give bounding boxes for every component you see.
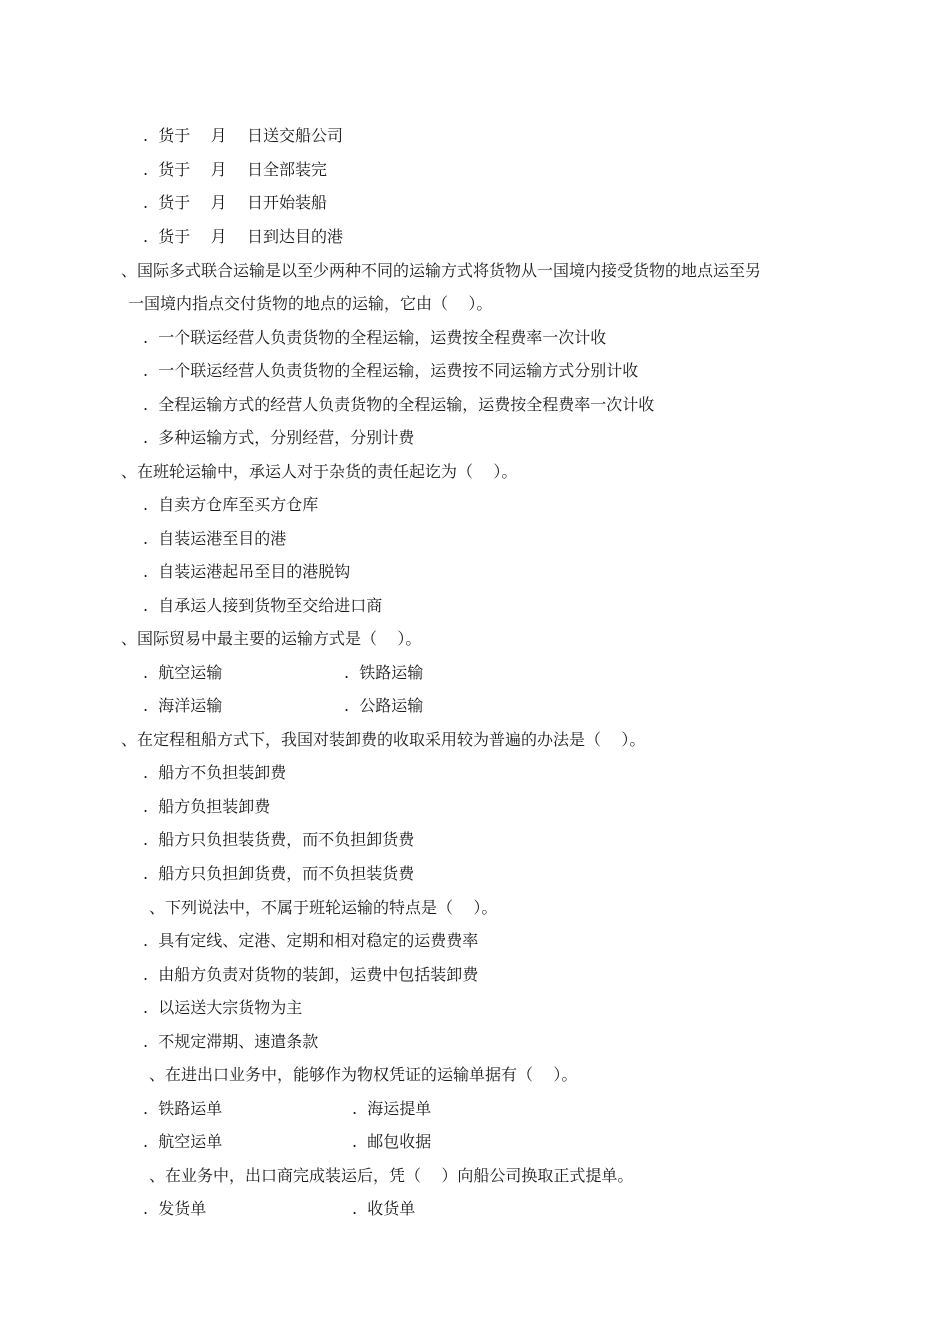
line-text: . 货于 月 日到达目的港 — [143, 227, 343, 246]
option-line — [143, 763, 286, 783]
question-line — [149, 1065, 577, 1085]
line-text: . 货于 月 日开始装船 — [143, 193, 327, 212]
option-line — [143, 428, 414, 448]
line-text: . 航空运单 — [143, 1132, 223, 1151]
line-text: . 货于 月 日全部装完 — [143, 160, 327, 179]
line-text: . 发货单 — [143, 1199, 207, 1218]
line-text: . 一个联运经营人负责货物的全程运输，运费按全程费率一次计收 — [143, 328, 607, 347]
option-line — [143, 998, 302, 1018]
option-line — [143, 696, 222, 716]
question-line — [121, 629, 421, 649]
line-text: . 海洋运输 — [143, 696, 223, 715]
line-text: . 一个联运经营人负责货物的全程运输，运费按不同运输方式分别计收 — [143, 361, 639, 380]
line-text: 一国境内指点交付货物的地点的运输，它由（ ）。 — [128, 294, 493, 313]
line-text: 、在班轮运输中，承运人对于杂货的责任起讫为（ ）。 — [121, 462, 518, 481]
option-line — [143, 562, 350, 582]
option-line — [143, 328, 606, 348]
line-text: . 多种运输方式，分别经营，分别计费 — [143, 428, 415, 447]
option-line — [143, 1199, 206, 1219]
line-text: 、国际贸易中最主要的运输方式是（ ）。 — [121, 629, 422, 648]
line-text: . 以运送大宗货物为主 — [143, 998, 303, 1017]
question-line — [121, 462, 517, 482]
line-text: . 自卖方仓库至买方仓库 — [143, 495, 319, 514]
line-text: . 船方只负担卸货费，而不负担装货费 — [143, 864, 415, 883]
option-line — [143, 193, 327, 213]
option-line — [143, 1032, 318, 1052]
option-line-second-column: . 公路运输 — [344, 696, 424, 715]
option-line-second-column: . 收货单 — [352, 1199, 416, 1218]
line-text: . 由船方负责对货物的装卸，运费中包括装卸费 — [143, 965, 479, 984]
question-continuation — [128, 294, 492, 314]
line-text: . 货于 月 日送交船公司 — [143, 126, 343, 145]
line-text: 、在定程租船方式下，我国对装卸费的收取采用较为普遍的办法是（ ）。 — [121, 730, 646, 749]
line-text: 、在进出口业务中，能够作为物权凭证的运输单据有（ ）。 — [149, 1065, 578, 1084]
option-line — [143, 529, 286, 549]
option-line — [143, 160, 327, 180]
option-line — [143, 596, 382, 616]
option-line — [143, 395, 654, 415]
option-line — [143, 1132, 222, 1152]
question-line — [121, 261, 761, 281]
option-line — [143, 931, 478, 951]
option-line — [143, 965, 478, 985]
option-line — [143, 495, 318, 515]
line-text: . 船方负担装卸费 — [143, 797, 271, 816]
option-line — [143, 227, 343, 247]
line-text: 、在业务中，出口商完成装运后，凭（ ）向船公司换取正式提单。 — [149, 1166, 634, 1185]
line-text: 、国际多式联合运输是以至少两种不同的运输方式将货物从一国境内接受货物的地点运至另 — [121, 261, 762, 280]
question-line — [149, 898, 497, 918]
line-text: . 船方不负担装卸费 — [143, 763, 287, 782]
option-line — [143, 1099, 222, 1119]
option-line — [143, 797, 270, 817]
option-line — [143, 361, 638, 381]
option-line-second-column: . 海运提单 — [352, 1099, 432, 1118]
line-text: . 自装运港起吊至目的港脱钩 — [143, 562, 351, 581]
question-line — [121, 730, 645, 750]
question-line — [149, 1166, 633, 1186]
line-text: . 具有定线、定港、定期和相对稳定的运费费率 — [143, 931, 479, 950]
line-text: 、下列说法中，不属于班轮运输的特点是（ ）。 — [149, 898, 498, 917]
line-text: . 船方只负担装货费，而不负担卸货费 — [143, 830, 415, 849]
line-text: . 不规定滞期、速遣条款 — [143, 1032, 319, 1051]
line-text: . 自承运人接到货物至交给进口商 — [143, 596, 383, 615]
line-text: . 自装运港至目的港 — [143, 529, 287, 548]
line-text: . 航空运输 — [143, 663, 223, 682]
option-line — [143, 663, 222, 683]
option-line — [143, 864, 414, 884]
option-line-second-column: . 铁路运输 — [344, 663, 424, 682]
line-text: . 全程运输方式的经营人负责货物的全程运输，运费按全程费率一次计收 — [143, 395, 655, 414]
option-line — [143, 126, 343, 146]
option-line-second-column: . 邮包收据 — [352, 1132, 432, 1151]
line-text: . 铁路运单 — [143, 1099, 223, 1118]
option-line — [143, 830, 414, 850]
